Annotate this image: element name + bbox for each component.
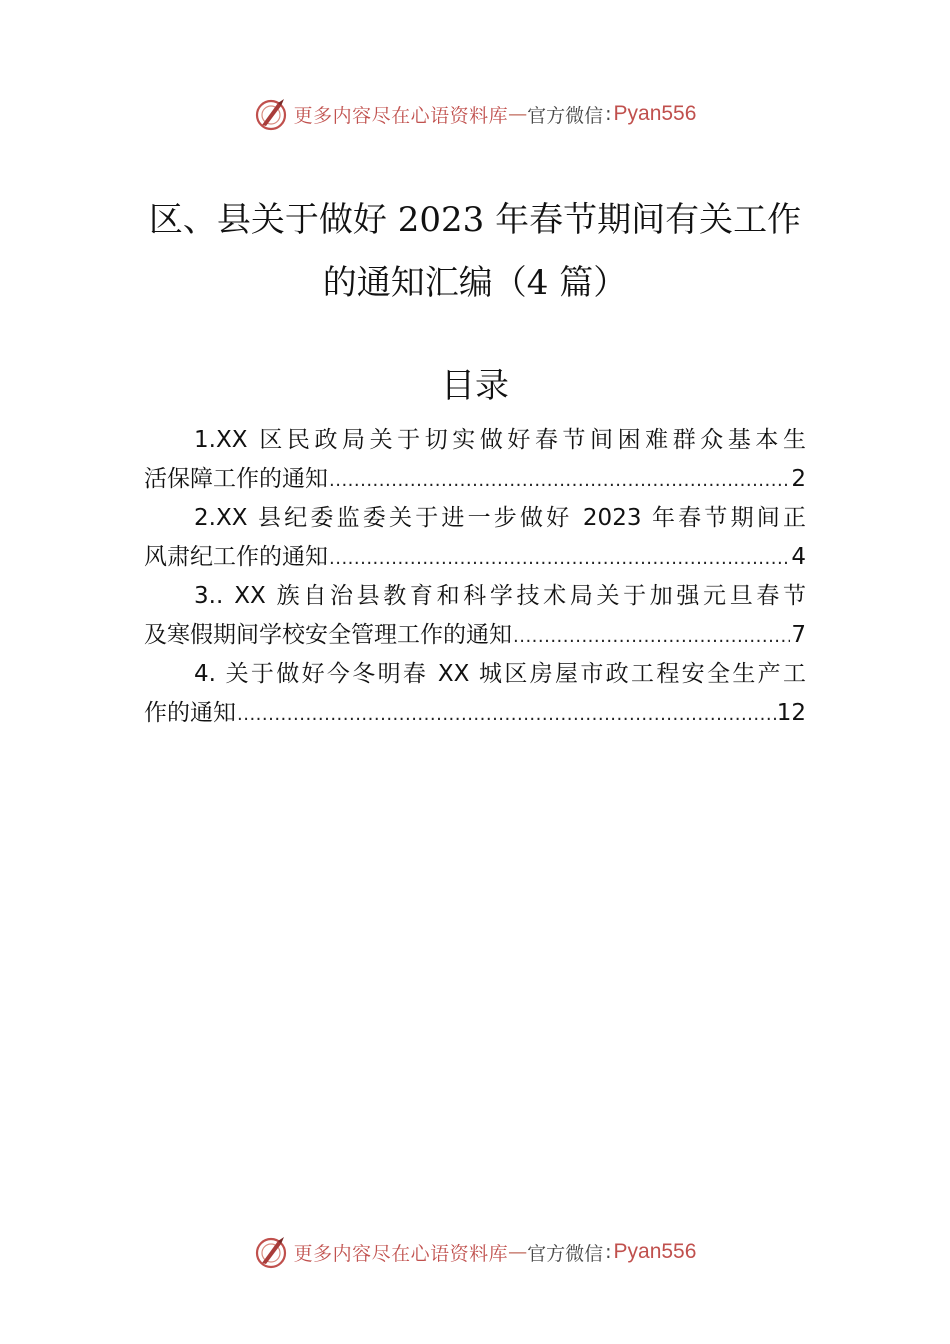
toc-entry-title-tail: 及寒假期间学校安全管理工作的通知: [144, 622, 512, 648]
watermark-wechat-id: Pyan556: [613, 102, 697, 125]
table-of-contents: [144, 421, 806, 733]
toc-entry-3[interactable]: [144, 577, 806, 655]
toc-entry-title-tail: 作的通知: [144, 700, 236, 726]
toc-entry-title: 4. 关于做好今冬明春 XX 城区房屋市政工程安全生产工: [194, 661, 806, 687]
quill-pen-icon: [254, 1235, 288, 1269]
dot-leader: [329, 461, 790, 500]
toc-entry-continuation: [144, 694, 806, 733]
footer-watermark: [0, 1232, 950, 1272]
toc-entry-title-tail: 活保障工作的通知: [144, 466, 328, 492]
toc-page-number: 7: [791, 622, 806, 648]
toc-entry-title: 3.. XX 族自治县教育和科学技术局关于加强元旦春节: [194, 583, 806, 609]
watermark-wechat-label: 官方微信: [527, 104, 604, 127]
watermark-wechat-label: 官方微信: [527, 1242, 604, 1265]
toc-entry-title-tail: 风肃纪工作的通知: [144, 544, 328, 570]
toc-entry-title: 1.XX 区民政局关于切实做好春节间困难群众基本生: [194, 427, 806, 453]
toc-entry-title: 2.XX 县纪委监委关于进一步做好 2023 年春节期间正: [194, 505, 806, 531]
watermark-colon: :: [605, 1241, 612, 1263]
toc-page-number: 2: [791, 466, 806, 492]
toc-heading: 目录: [441, 366, 509, 406]
watermark-separator: —: [508, 1241, 528, 1263]
watermark-separator: —: [508, 103, 528, 125]
dot-leader: [513, 617, 790, 656]
toc-entry-1[interactable]: [144, 421, 806, 499]
toc-entry-continuation: [144, 460, 806, 499]
dot-leader: [329, 539, 790, 578]
dot-leader: [237, 695, 776, 734]
toc-entry-4[interactable]: [144, 655, 806, 733]
header-watermark: [0, 94, 950, 134]
toc-page-number: 4: [791, 544, 806, 570]
watermark-brand-text: 更多内容尽在心语资料库: [293, 1242, 509, 1265]
quill-pen-icon: [254, 97, 288, 131]
watermark-brand-text: 更多内容尽在心语资料库: [293, 104, 509, 127]
document-title-line-1: 区、县关于做好 2023 年春节期间有关工作: [148, 200, 802, 240]
toc-entry-continuation: [144, 538, 806, 577]
document-title-line-2: 的通知汇编（4 篇）: [322, 263, 628, 303]
watermark-colon: :: [605, 103, 612, 125]
watermark-wechat-id: Pyan556: [613, 1240, 697, 1263]
toc-entry-2[interactable]: [144, 499, 806, 577]
toc-page-number: 12: [776, 700, 806, 726]
toc-entry-continuation: [144, 616, 806, 655]
